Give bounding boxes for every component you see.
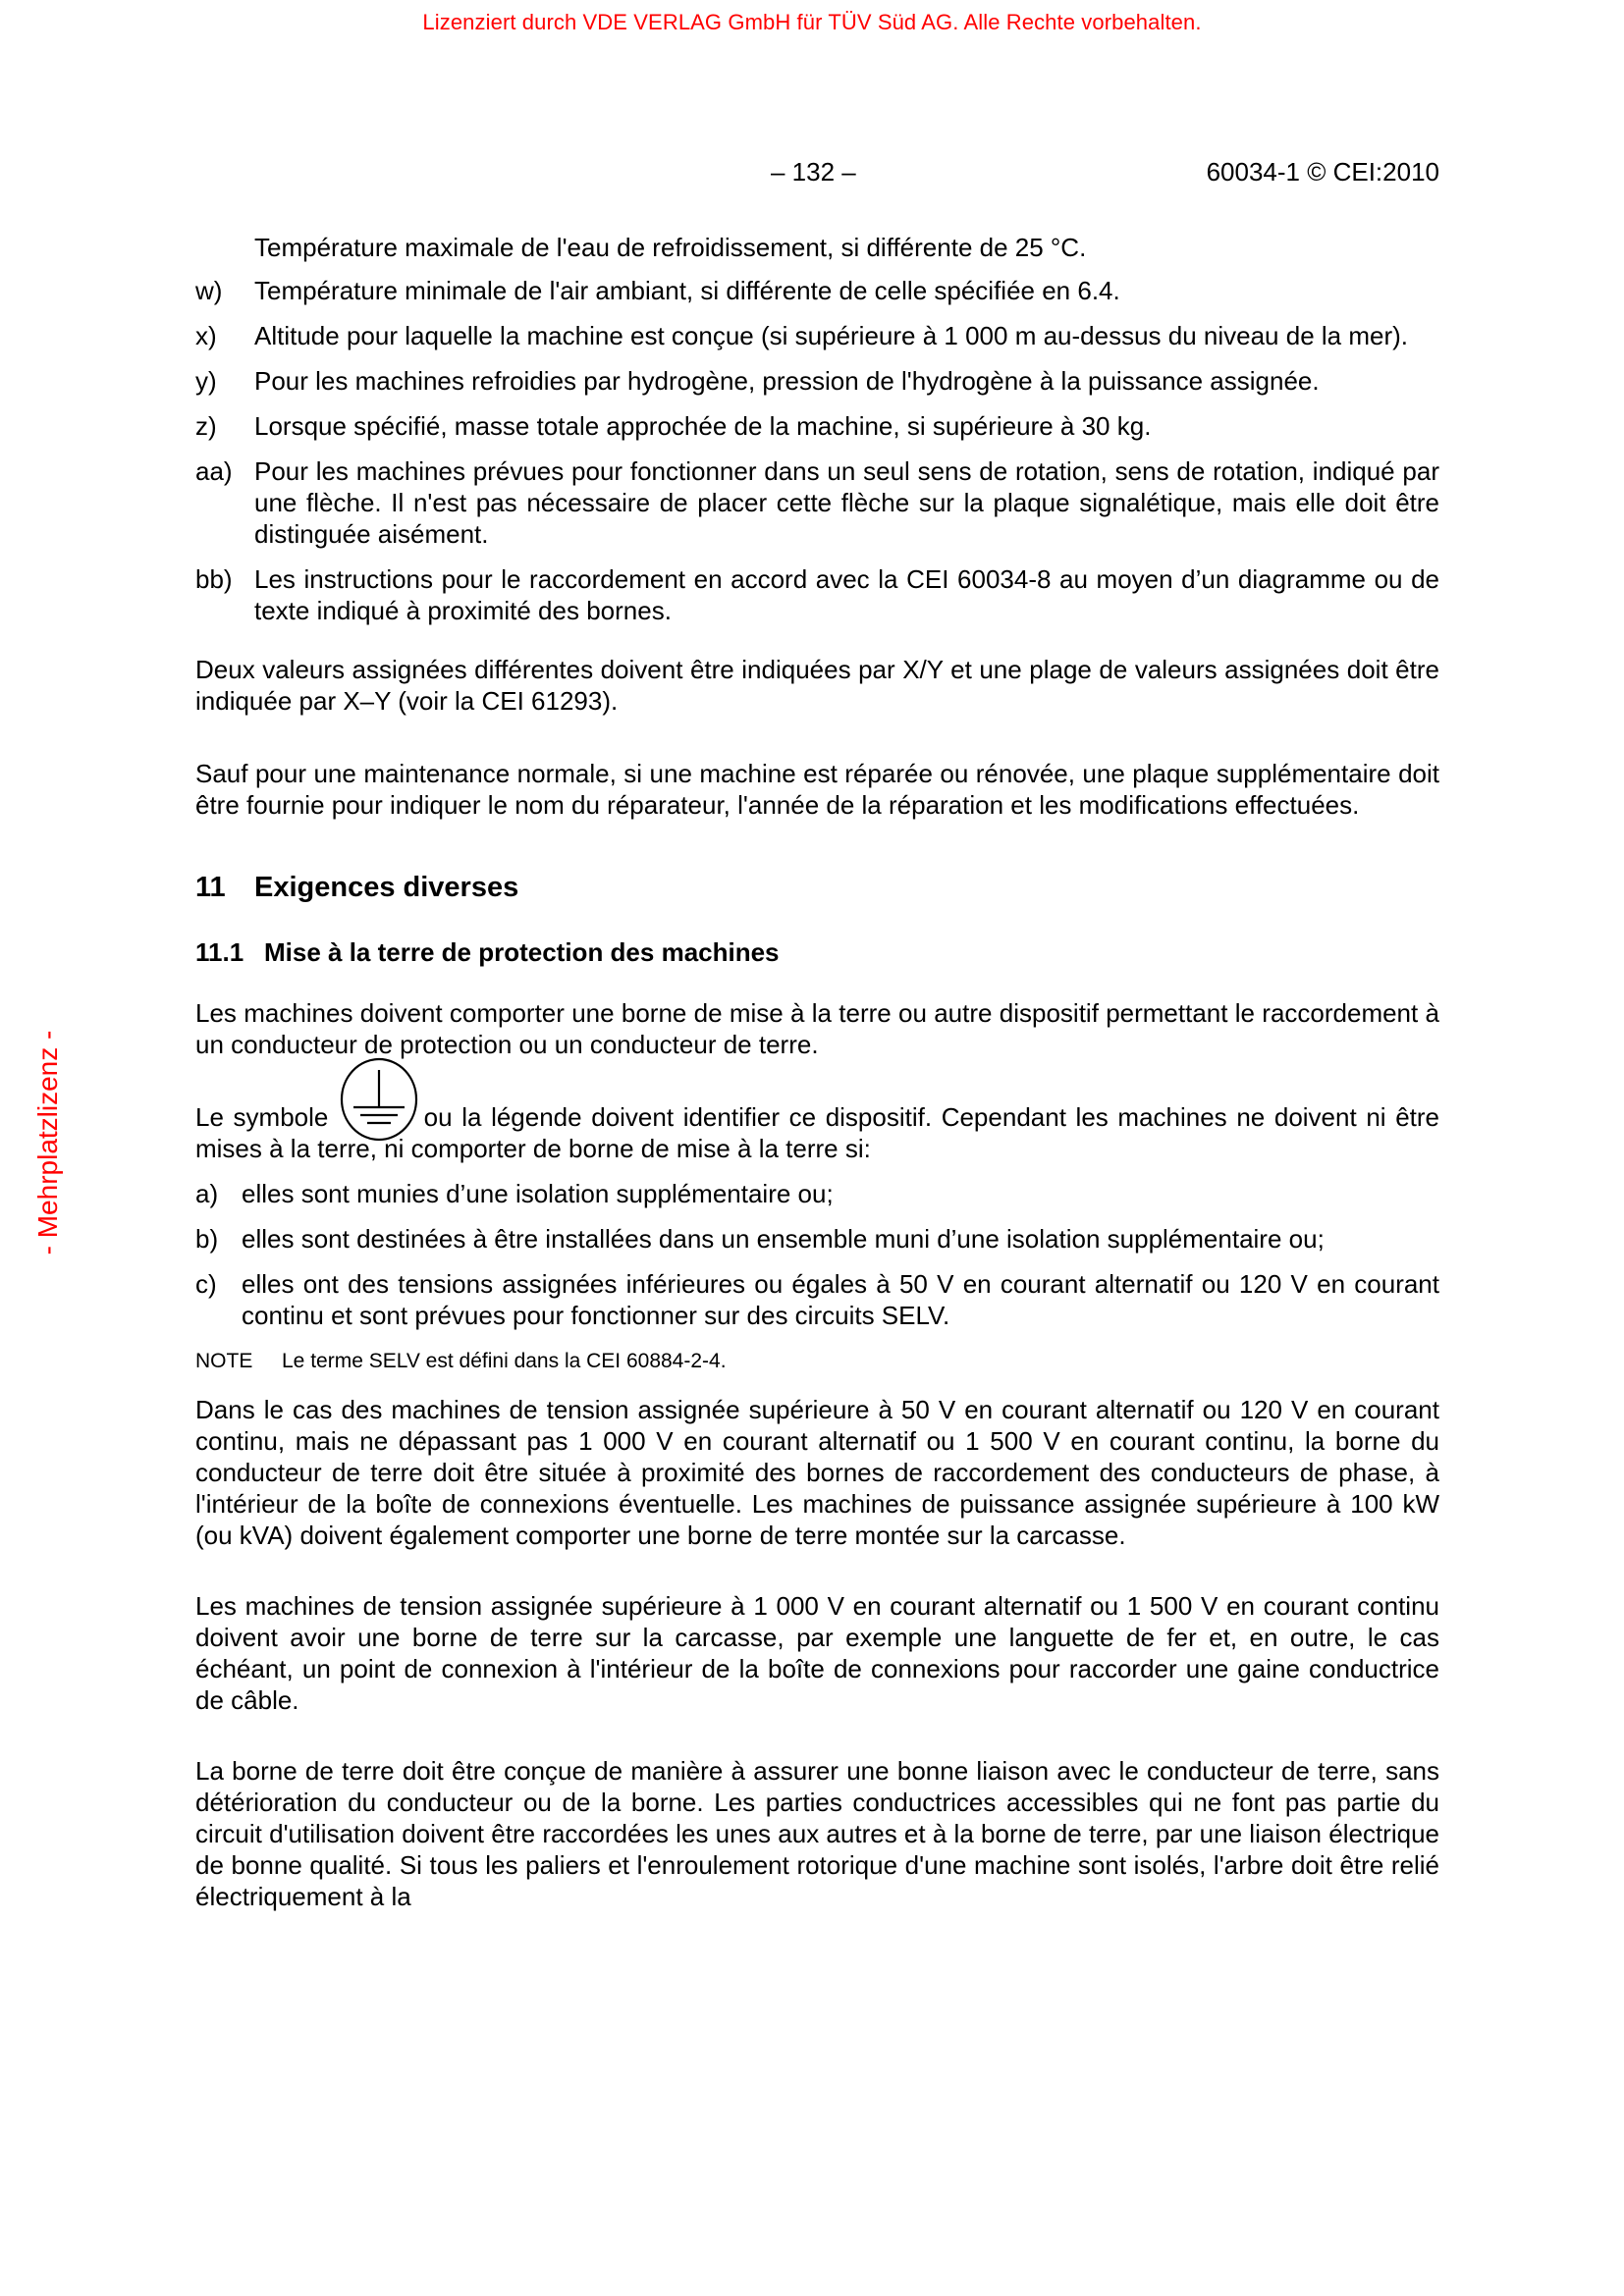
license-watermark: Lizenziert durch VDE VERLAG GmbH für TÜV Süd AG. Alle Rechte vorbehalten. bbox=[422, 10, 1202, 34]
list-item bbox=[195, 365, 1439, 397]
list-item-text: Lorsque spécifié, masse totale approchée de la machine, si supérieure à 30 kg. bbox=[254, 411, 1152, 441]
section-title: Exigences diverses bbox=[254, 872, 519, 903]
symbol-text-before: Le symbole bbox=[195, 1102, 329, 1132]
list-item-label: y) bbox=[195, 366, 217, 396]
list-item bbox=[195, 563, 1439, 626]
document-reference: 60034-1 © CEI:2010 bbox=[1206, 157, 1439, 187]
section-heading bbox=[195, 872, 1439, 903]
condition-label: b) bbox=[195, 1224, 219, 1254]
page-content bbox=[195, 232, 1439, 1912]
paragraph-symbol bbox=[195, 1101, 1439, 1164]
section-number: 11 bbox=[195, 872, 226, 903]
condition-item bbox=[195, 1268, 1439, 1331]
list-item-text: Les instructions pour le raccordement en accord avec la CEI 60034-8 au moyen d’un diagramme ou de texte indiqué à proximité des bornes. bbox=[254, 564, 1439, 625]
list-item bbox=[195, 275, 1439, 306]
list-item-text: Température minimale de l'air ambiant, si différente de celle spécifiée en 6.4. bbox=[254, 276, 1120, 305]
list-item-label: w) bbox=[195, 276, 223, 305]
protective-earth-icon bbox=[338, 1101, 414, 1133]
condition-text: elles sont munies d’une isolation supplémentaire ou; bbox=[242, 1179, 834, 1208]
paragraph: La borne de terre doit être conçue de manière à assurer une bonne liaison avec le conducteur de terre, sans détérioration du conducteur ou de la borne. Les parties conductrices accessibles qui ne font pas partie du circuit d'utilisation doivent être raccordées les unes aux autres et à la borne de terre, par une liaison électrique de bonne qualité. Si tous les paliers et l'enroulement rotorique d'une machine sont isolés, l'arbre doit être relié électriquement à la bbox=[195, 1756, 1439, 1911]
page-number: – 132 – bbox=[771, 157, 856, 187]
list-item-text: Température maximale de l'eau de refroidissement, si différente de 25 °C. bbox=[254, 233, 1087, 262]
note-label: NOTE bbox=[195, 1350, 253, 1372]
note bbox=[195, 1349, 1439, 1374]
note-text: Le terme SELV est défini dans la CEI 60884-2-4. bbox=[282, 1350, 727, 1372]
subsection-heading bbox=[195, 936, 1439, 968]
list-item-label: z) bbox=[195, 411, 217, 441]
paragraph: Dans le cas des machines de tension assignée supérieure à 50 V en courant alternatif ou 120 V en courant continu, mais ne dépassant pas 1 000 V en courant alternatif ou 1 500 V en courant continu, la borne du conducteur de terre doit être située à proximité des bornes de raccordement des conducteurs de phase, à l'intérieur de la boîte de connexions éventuelle. Les machines de puissance assignée supérieure à 100 kW (ou kVA) doivent également comporter une borne de terre montée sur la carcasse. bbox=[195, 1395, 1439, 1550]
paragraph: Les machines doivent comporter une borne de mise à la terre ou autre dispositif permettant le raccordement à un conducteur de protection ou un conducteur de terre. bbox=[195, 998, 1439, 1059]
condition-label: c) bbox=[195, 1269, 217, 1299]
symbol-text-after: ou la légende doivent identifier ce dispositif. Cependant les machines ne doivent ni être mises à la terre, ni comporter de borne de mise à la terre si: bbox=[195, 1102, 1439, 1163]
page-header bbox=[0, 157, 1624, 190]
condition-label: a) bbox=[195, 1179, 219, 1208]
condition-text: elles sont destinées à être installées dans un ensemble muni d’une isolation supplémentaire ou; bbox=[242, 1224, 1325, 1254]
list-item-label: bb) bbox=[195, 564, 233, 594]
side-license-watermark: - Mehrplatzlizenz - bbox=[32, 1030, 63, 1255]
paragraph: Deux valeurs assignées différentes doivent être indiquées par X/Y et une plage de valeurs assignées doit être indiquée par X–Y (voir la CEI 61293). bbox=[195, 655, 1439, 716]
condition-item bbox=[195, 1178, 1439, 1209]
condition-text: elles ont des tensions assignées inférieures ou égales à 50 V en courant alternatif ou 120 V en courant continu et sont prévues pour fonctionner sur des circuits SELV. bbox=[242, 1269, 1439, 1330]
paragraph: Les machines de tension assignée supérieure à 1 000 V en courant alternatif ou 1 500 V en courant continu doivent avoir une borne de terre sur la carcasse, par exemple une languette de fer et, en outre, le cas échéant, un point de connexion à l'intérieur de la boîte de connexions pour raccorder une gaine conductrice de câble. bbox=[195, 1591, 1439, 1715]
list-item bbox=[195, 455, 1439, 550]
list-item-text: Altitude pour laquelle la machine est conçue (si supérieure à 1 000 m au-dessus du niveau de la mer). bbox=[254, 321, 1409, 350]
list-item bbox=[195, 320, 1439, 351]
list-item-text: Pour les machines prévues pour fonctionner dans un seul sens de rotation, sens de rotation, indiqué par une flèche. Il n'est pas nécessaire de placer cette flèche sur la plaque signalétique, mais elle doit être distinguée aisément. bbox=[254, 456, 1439, 549]
subsection-title: Mise à la terre de protection des machines bbox=[264, 937, 780, 967]
paragraph: Sauf pour une maintenance normale, si une machine est réparée ou rénovée, une plaque supplémentaire doit être fournie pour indiquer le nom du réparateur, l'année de la réparation et les modifications effectuées. bbox=[195, 759, 1439, 820]
list-item-text: Pour les machines refroidies par hydrogène, pression de l'hydrogène à la puissance assignée. bbox=[254, 366, 1320, 396]
list-item-label: aa) bbox=[195, 456, 233, 486]
list-item-label: x) bbox=[195, 321, 217, 350]
list-item-continuation bbox=[195, 232, 1439, 263]
subsection-number: 11.1 bbox=[195, 937, 244, 967]
list-item bbox=[195, 410, 1439, 442]
condition-item bbox=[195, 1223, 1439, 1255]
